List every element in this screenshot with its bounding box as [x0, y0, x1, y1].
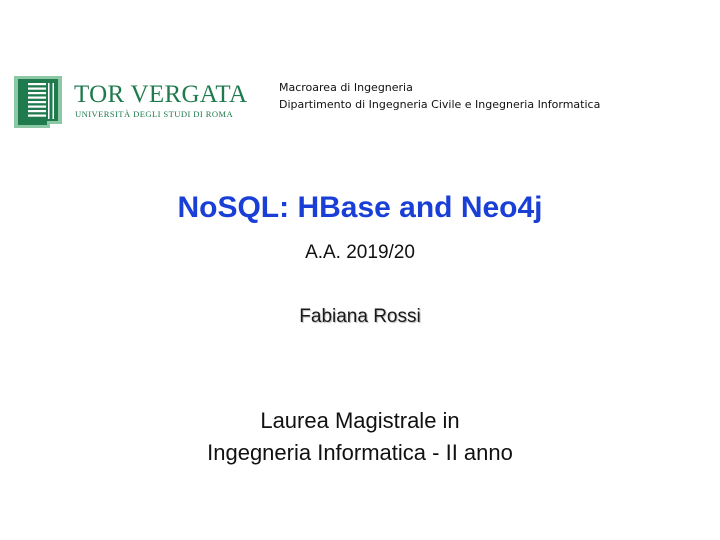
degree-program	[0, 405, 720, 469]
degree-line-1: Laurea Magistrale in	[260, 408, 460, 433]
university-logo	[12, 74, 248, 130]
author-name: Fabiana Rossi	[299, 306, 421, 327]
university-subtitle: UNIVERSITÀ DEGLI STUDI DI ROMA	[75, 109, 234, 119]
department-header	[279, 79, 600, 113]
macroarea-label: Macroarea di Ingegneria	[279, 81, 413, 94]
academic-year: A.A. 2019/20	[305, 242, 415, 263]
slide-title: NoSQL: HBase and Neo4j	[177, 191, 543, 224]
tor-vergata-emblem-icon	[12, 74, 64, 130]
university-name: TOR VERGATA	[74, 81, 248, 108]
department-label: Dipartimento di Ingegneria Civile e Ingegneria Informatica	[279, 98, 601, 111]
degree-line-2: Ingegneria Informatica - II anno	[207, 440, 513, 465]
